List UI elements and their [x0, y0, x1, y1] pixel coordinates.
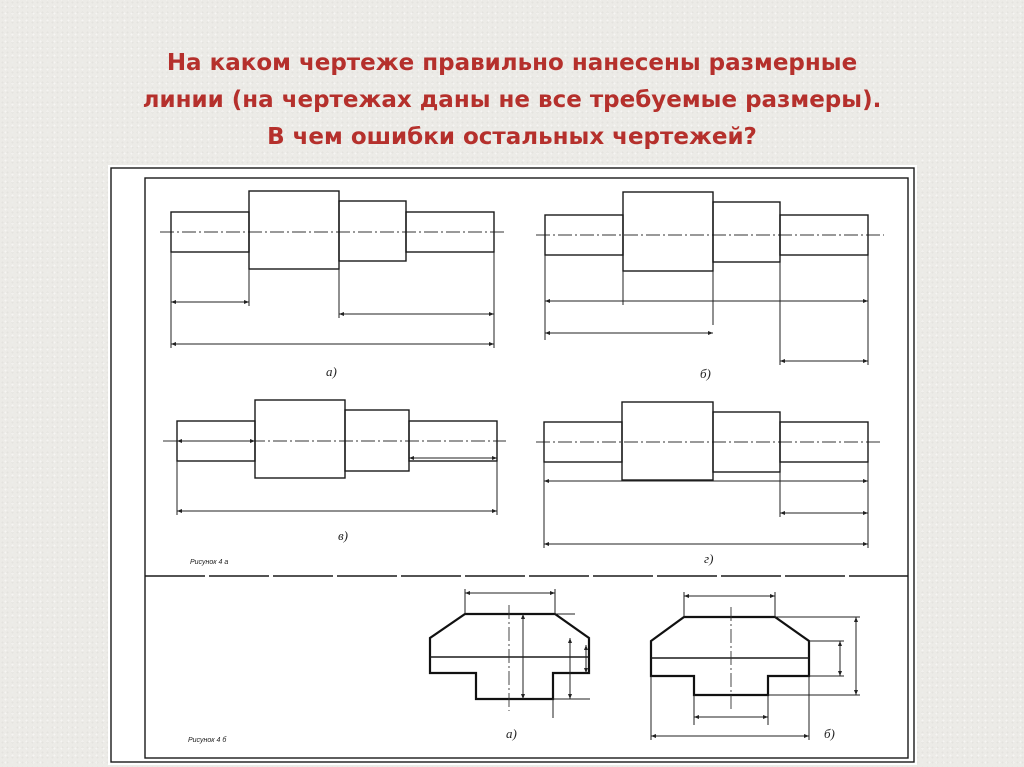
- block-drawing-b: [651, 592, 860, 740]
- label-a2: а): [506, 726, 517, 741]
- label-g: г): [704, 551, 714, 566]
- shaft-drawing-b: [536, 192, 884, 365]
- slide-title: [0, 45, 1024, 156]
- shaft-drawing-v: [163, 400, 506, 515]
- caption-fig4b: Рисунок 4 б: [188, 737, 227, 744]
- title-line-2: линии (на чертежах даны не все требуемые размеры).: [142, 87, 882, 113]
- shaft-drawing-g: [536, 402, 880, 548]
- inner-frame: [145, 178, 908, 758]
- title-line-3: В чем ошибки остальных чертежей?: [267, 124, 757, 150]
- shaft-drawing-a: [160, 191, 506, 348]
- caption-fig4a: Рисунок 4 а: [190, 559, 229, 566]
- label-a: а): [326, 364, 337, 379]
- drawing-svg: [108, 165, 917, 765]
- technical-drawing-sheet: [108, 165, 917, 765]
- label-b2: б): [824, 726, 835, 741]
- label-v: в): [338, 528, 348, 543]
- title-line-1: На каком чертеже правильно нанесены размерные: [166, 50, 858, 76]
- block-drawing-a: [430, 589, 590, 718]
- outer-frame: [111, 168, 914, 762]
- label-b: б): [700, 366, 711, 381]
